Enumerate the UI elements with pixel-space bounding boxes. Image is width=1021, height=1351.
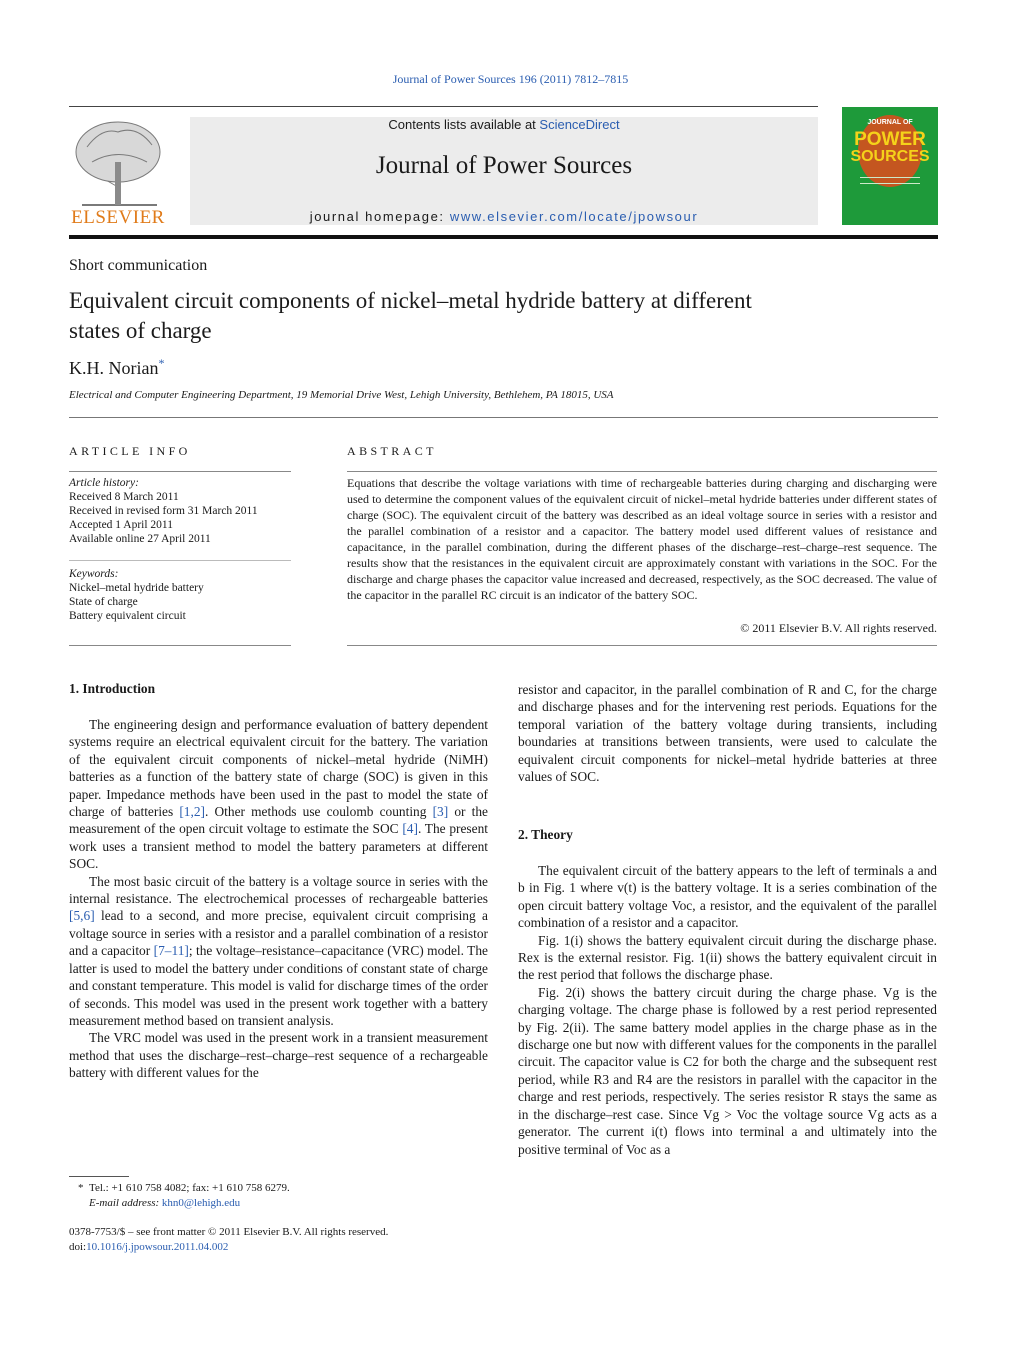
ref-link[interactable]: [7–11] [153, 943, 189, 959]
theory-paragraph-2: Fig. 1(i) shows the battery equivalent circuit during the discharge phase. Rex is the external resistor. Fig. 1(ii) shows the battery equivalent circuit in the rest period that follows the discharge phase. [518, 932, 937, 983]
email-link[interactable]: khn0@lehigh.edu [161, 1197, 241, 1209]
intro-paragraph-3: The VRC model was used in the present work in a transient measurement method that uses the discharge–rest–charge–rest sequence of a rechargeable battery with different values for the [69, 1030, 488, 1081]
intro-p1-text: . Other methods use coulomb counting [205, 804, 433, 820]
author-footnote-mark[interactable]: * [158, 356, 165, 370]
cover-sources: SOURCES [850, 148, 930, 165]
homepage-prefix: journal homepage: [309, 209, 450, 224]
footnote-tel: Tel.: +1 610 758 4082; fax: +1 610 758 6279. [89, 1182, 290, 1194]
email-label: E-mail address: [89, 1197, 162, 1209]
cover-rule [860, 183, 920, 184]
right-column-continuation [518, 681, 937, 785]
keyword-item: Nickel–metal hydride battery [69, 582, 204, 594]
abstract-bottom-rule [347, 645, 937, 646]
ref-link[interactable]: [5,6] [69, 908, 95, 924]
section-2-heading: 2. Theory [518, 827, 573, 842]
intro-paragraph-2 [69, 873, 488, 1030]
contents-line [190, 117, 818, 132]
footnote-mark: * [78, 1182, 84, 1194]
journal-citation[interactable]: Journal of Power Sources 196 (2011) 7812–7815 [392, 72, 629, 86]
doi-label: doi: [69, 1241, 87, 1253]
keyword-item: State of charge [69, 596, 138, 608]
journal-cover-thumbnail[interactable] [842, 107, 938, 225]
info-rule [69, 471, 291, 472]
theory-text [518, 862, 937, 1158]
intro-paragraph-1 [69, 716, 488, 873]
doi-line [69, 1241, 228, 1253]
keywords-rule [69, 560, 291, 561]
article-type: Short communication [69, 257, 208, 274]
abstract-heading: ABSTRACT [347, 444, 437, 458]
header-rule [69, 106, 818, 107]
issn-line: 0378-7753/$ – see front matter © 2011 Elsevier B.V. All rights reserved. [69, 1226, 389, 1238]
keyword-item: Battery equivalent circuit [69, 610, 186, 622]
journal-title: Journal of Power Sources [375, 152, 633, 179]
cover-power: POWER [854, 129, 926, 150]
history-label: Article history: [69, 477, 139, 489]
ref-link[interactable]: [3] [432, 804, 449, 820]
article-history [69, 476, 291, 546]
history-received: Received 8 March 2011 [69, 491, 179, 503]
intro-p2-text: The most basic circuit of the battery is a voltage source in series with the internal resistance. The electrochemical processes of rechargeable batteries [69, 873, 488, 907]
contents-prefix: Contents lists available at [388, 117, 540, 132]
footnote-email [89, 1197, 240, 1209]
ref-link[interactable]: [1,2] [179, 804, 206, 820]
ref-link[interactable]: [4] [402, 821, 418, 837]
theory-paragraph-1: The equivalent circuit of the battery appears to the left of terminals a and b in Fig. 1 where v(t) is the battery voltage. It is a series combination of the open circuit battery voltage Voc, a resistor, and the equivalent of the parallel combination of a resistor and a capacitor. [518, 863, 937, 931]
author-name[interactable]: K.H. Norian [69, 358, 159, 378]
footnote-contact [78, 1182, 290, 1194]
article-info-heading: ARTICLE INFO [69, 444, 191, 458]
homepage-link[interactable]: www.elsevier.com/locate/jpowsour [449, 209, 699, 224]
intro-continuation: resistor and capacitor, in the parallel combination of R and C, for the charge and discharge phases and for the intervening rest periods. Equations for the temporal variation of the battery voltage during transients, including boundaries at transitions between transients, were used to calculate the equivalent circuit components for nickel–metal hydride batteries at three values of SOC. [518, 682, 937, 785]
header-thick-rule [69, 235, 938, 239]
footnote-rule [69, 1176, 129, 1177]
article-title: Equivalent circuit components of nickel–metal hydride battery at different states of charge [69, 288, 752, 343]
keywords [69, 567, 291, 623]
keywords-label: Keywords: [69, 568, 119, 580]
doi-link[interactable]: 10.1016/j.jpowsour.2011.04.002 [86, 1241, 229, 1253]
intro-p1-text: . The present work uses a transient method to model the battery parameters at different SOC. [69, 821, 488, 872]
info-bottom-rule [69, 645, 291, 646]
intro-p2-text: lead to a second, and more precise, equivalent circuit comprising a voltage source in series with a resistor and a parallel combination of a resistor and a capacitor [69, 908, 488, 959]
intro-p1-text: or the measurement of the open circuit voltage to estimate the SOC [69, 804, 488, 837]
title-rule [69, 417, 938, 418]
intro-p1-text: The engineering design and performance evaluation of battery dependent systems require an electrical equivalent circuit for the battery. The variation of the equivalent circuit components of nickel–metal hydride (NiMH) batteries as a function of the battery state of charge (SOC) is given in this paper. Impedance methods have been used in the past to model the state of charge of batteries [69, 717, 488, 820]
abstract-rule [347, 471, 937, 472]
history-revised: Received in revised form 31 March 2011 [69, 505, 258, 517]
history-online: Available online 27 April 2011 [69, 533, 211, 545]
cover-journal-of: JOURNAL OF [867, 119, 913, 126]
sciencedirect-link[interactable]: ScienceDirect [539, 117, 620, 132]
abstract-copyright: © 2011 Elsevier B.V. All rights reserved. [740, 621, 937, 635]
introduction-text [69, 716, 488, 1082]
publisher-wordmark: ELSEVIER [71, 207, 165, 228]
homepage-line [190, 209, 818, 224]
abstract-text: Equations that describe the voltage variations with time of rechargeable batteries during charging and discharging were used to determine the component values of the equivalent circuit of nickel–metal hydride batteries under different states of charge (SOC). The equivalent circuit of the battery was described as an ideal voltage source in series with a resistor and the parallel combination of a resistor and a capacitor. The battery model used different values of resistance and capacitance, in the parallel combination, during the different phases of the discharge–rest–charge–rest sequence. The results show that the resistances in the equivalent circuit are approximately constant with variations in the SOC. For the discharge and charge phases the capacitor value increased and decreased, respectively, as the SOC decreased. The value of the capacitor in the parallel RC circuit is an indicator of the battery SOC. [347, 476, 937, 602]
section-1-heading: 1. Introduction [69, 681, 156, 696]
intro-p2-text: ; the voltage–resistance–capacitance (VRC) model. The latter is used to model the battery under conditions of constant state of charge and constant temperature. This model is valid for discharge times of the order of seconds. This model was used in the present work together with a battery measurement method based on transient analysis. [69, 943, 488, 1028]
history-accepted: Accepted 1 April 2011 [69, 519, 174, 531]
cover-rule [860, 177, 920, 178]
author-line [69, 356, 164, 379]
theory-paragraph-3: Fig. 2(i) shows the battery circuit during the charge phase. Vg is the charging voltage. The charge phase is followed by a rest period represented by Fig. 2(ii). The same battery model applies in the charge phase as in the discharge one but now with different values for the components in the parallel circuit. The capacitor value is C2 for both the charge and the subsequent rest period, while R3 and R4 are the resistors in parallel with the capacitor in the charge and rest periods, respectively. The series resistor R stays the same as in the discharge–rest case. Since Vg > Voc the voltage source Vg acts as a generator. The current i(t) flows into terminal a and ultimately into the positive terminal of Voc as a [518, 984, 937, 1157]
affiliation: Electrical and Computer Engineering Department, 19 Memorial Drive West, Lehigh University, Bethlehem, PA 18015, USA [69, 389, 614, 401]
